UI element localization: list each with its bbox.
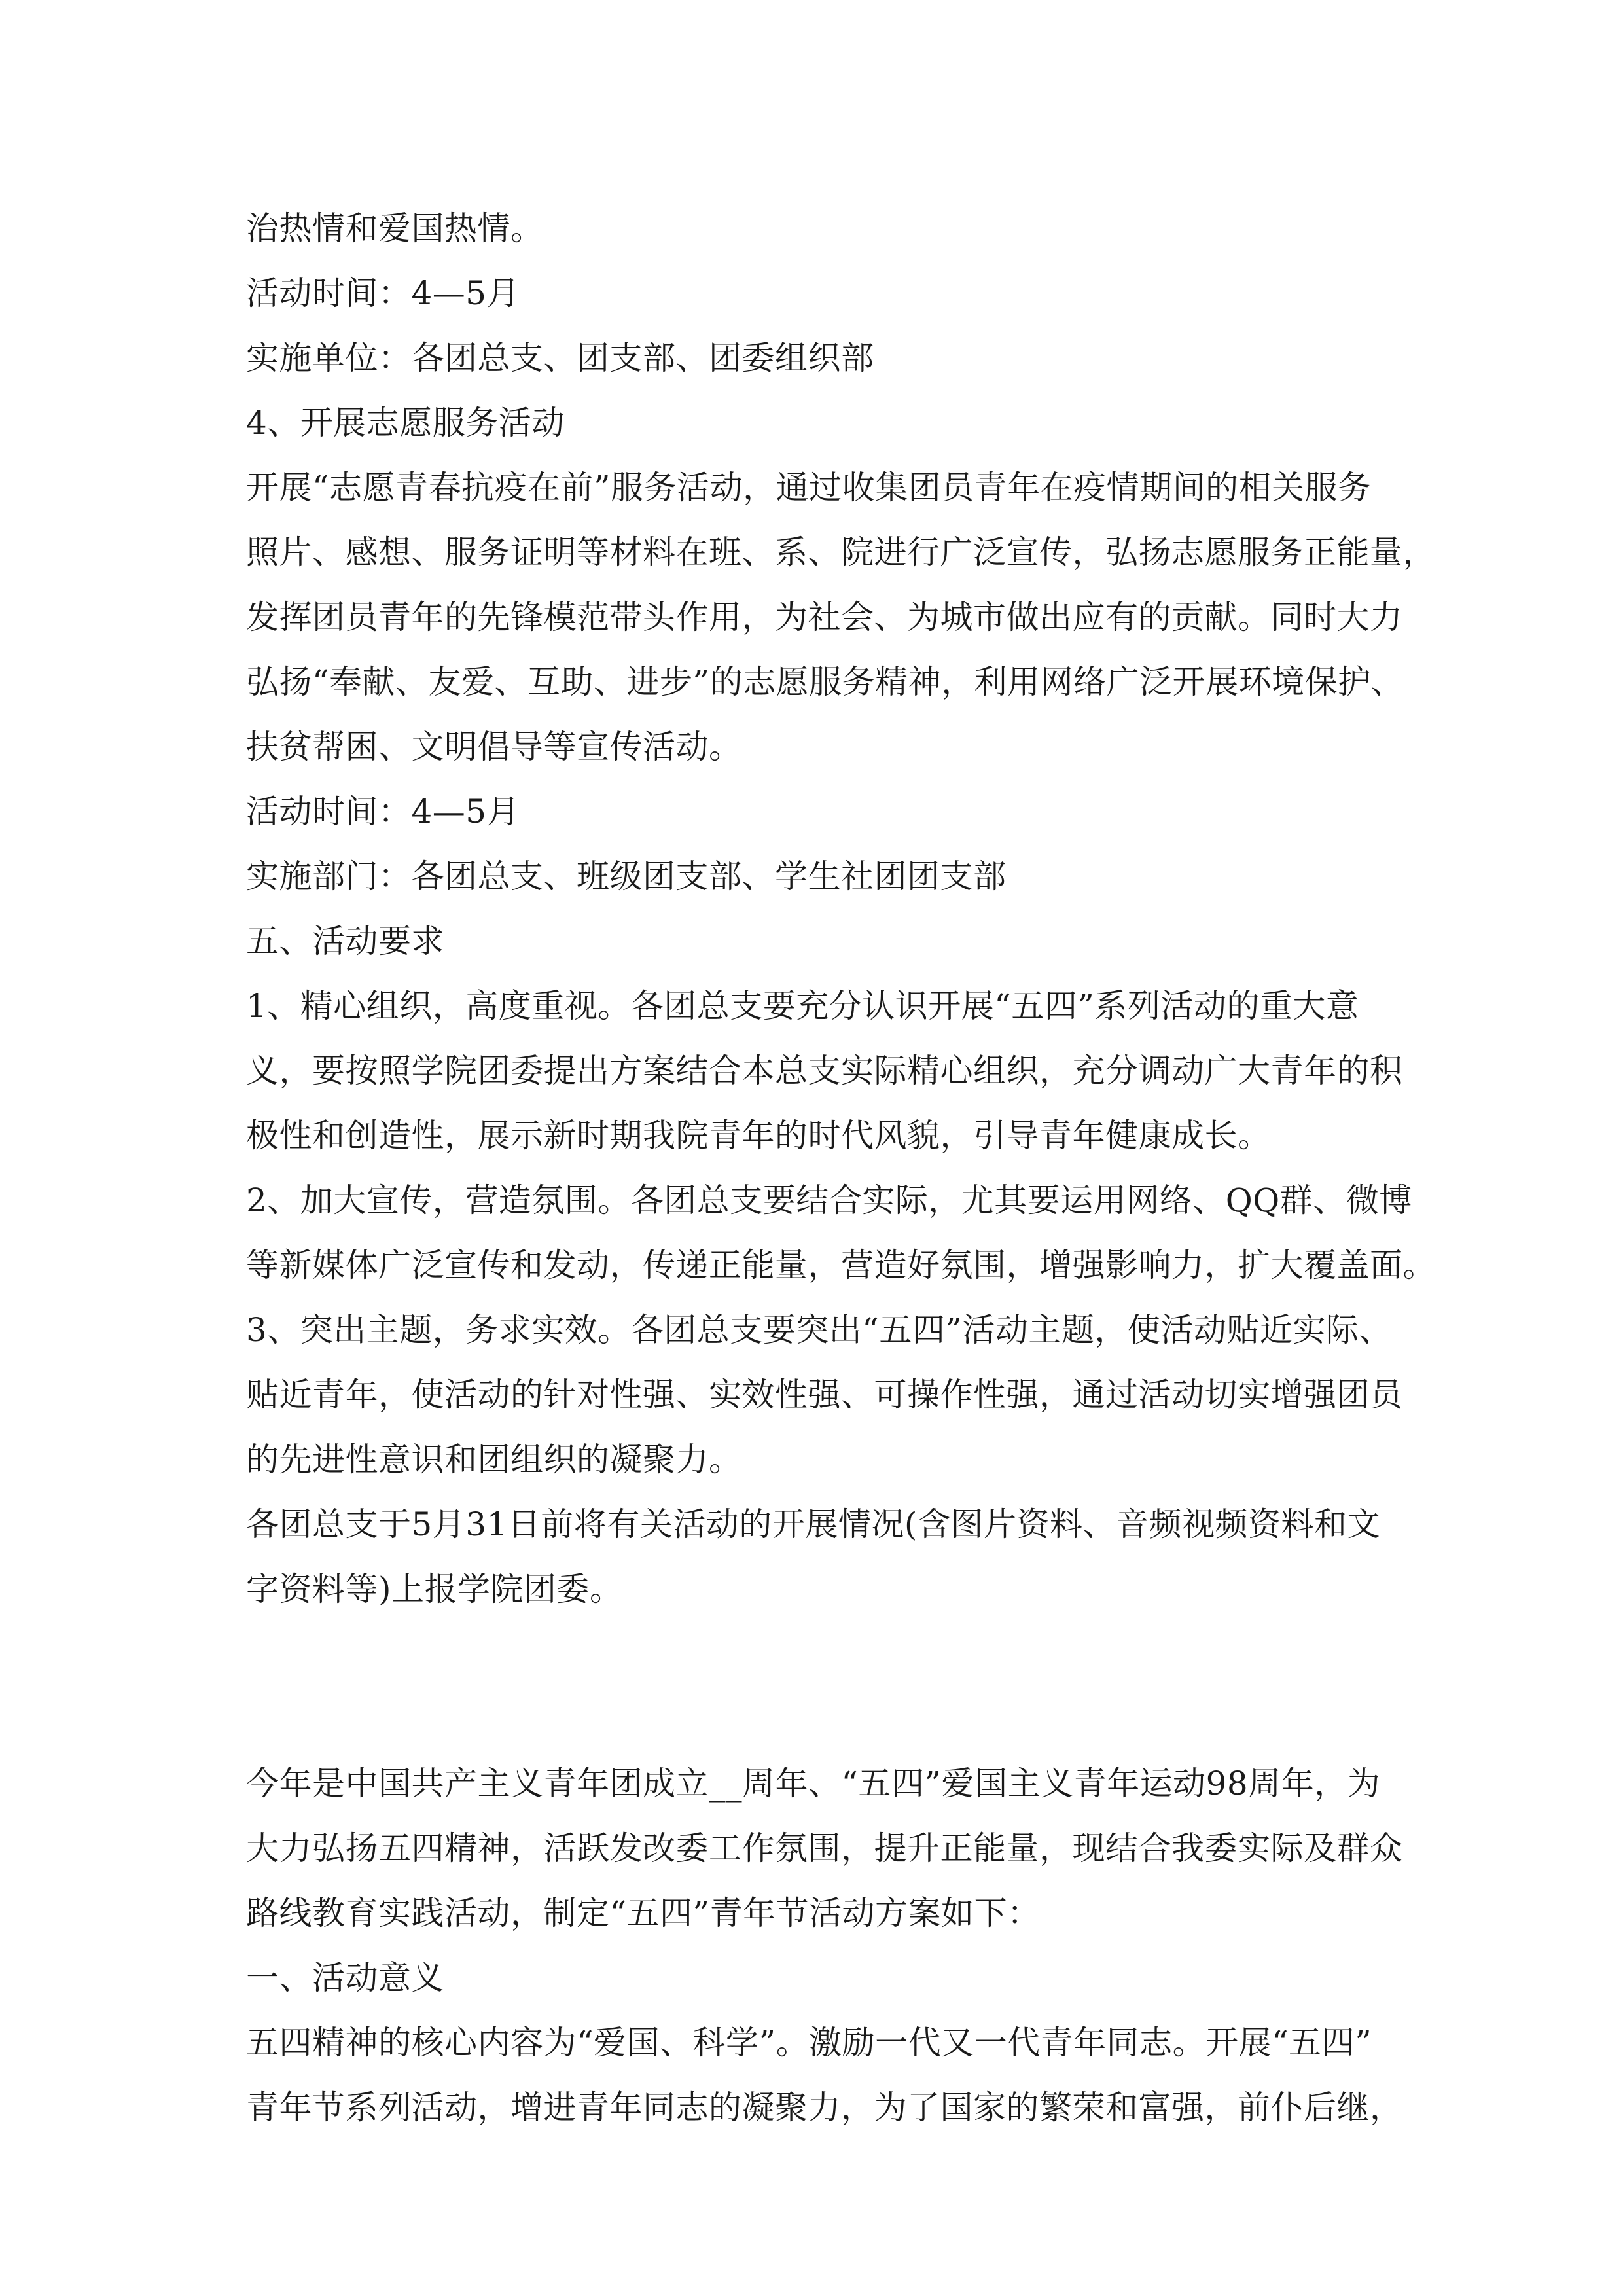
text-line: 字资料等)上报学院团委。: [246, 1570, 623, 1608]
text-line: 大力弘扬五四精神，活跃发改委工作氛围，提升正能量，现结合我委实际及群众: [246, 1829, 1403, 1867]
text-line: 发挥团员青年的先锋模范带头作用，为社会、为城市做出应有的贡献。同时大力: [246, 598, 1403, 636]
text-line: 活动时间：4—5月: [246, 793, 520, 831]
document-page: [246, 196, 1436, 2140]
heading-volunteer-service: 4、开展志愿服务活动: [246, 404, 565, 442]
section-youth-day-plan: [246, 1751, 1403, 2140]
text-line: 极性和创造性，展示新时期我院青年的时代风貌，引导青年健康成长。: [246, 1117, 1271, 1155]
section-gap: [246, 1622, 1398, 1751]
text-line: 义，要按照学院团委提出方案结合本总支实际精心组织，充分调动广大青年的积: [246, 1052, 1403, 1090]
text-line: 开展“志愿青春抗疫在前”服务活动，通过收集团员青年在疫情期间的相关服务: [246, 469, 1371, 507]
text-line: 1、精心组织，高度重视。各团总支要充分认识开展“五四”系列活动的重大意: [246, 987, 1359, 1025]
text-line: 青年节系列活动，增进青年同志的凝聚力，为了国家的繁荣和富强，前仆后继，: [246, 2089, 1403, 2126]
text-line: 活动时间：4—5月: [246, 274, 520, 312]
text-line: 路线教育实践活动，制定“五四”青年节活动方案如下：: [246, 1894, 1041, 1932]
text-line: 等新媒体广泛宣传和发动，传递正能量，营造好氛围，增强影响力，扩大覆盖面。: [246, 1246, 1436, 1284]
text-line: 实施部门：各团总支、班级团支部、学生社团团支部: [246, 857, 1007, 895]
text-line: 治热情和爱国热情。: [246, 209, 544, 247]
text-line: 3、突出主题，务求实效。各团总支要突出“五四”活动主题，使活动贴近实际、: [246, 1311, 1392, 1349]
heading-activity-significance: 一、活动意义: [246, 1959, 444, 1997]
text-line: 扶贫帮困、文明倡导等宣传活动。: [246, 728, 742, 766]
text-line: 实施单位：各团总支、团支部、团委组织部: [246, 339, 874, 377]
heading-activity-requirements: 五、活动要求: [246, 922, 444, 960]
section-volunteer-and-requirements: [246, 196, 1436, 1622]
text-line: 照片、感想、服务证明等材料在班、系、院进行广泛宣传，弘扬志愿服务正能量，: [246, 533, 1436, 571]
text-line: 今年是中国共产主义青年团成立__周年、“五四”爱国主义青年运动98周年，为: [246, 1765, 1381, 1803]
text-line: 2、加大宣传，营造氛围。各团总支要结合实际，尤其要运用网络、QQ群、微博: [246, 1181, 1412, 1219]
text-line: 贴近青年，使活动的针对性强、实效性强、可操作性强，通过活动切实增强团员: [246, 1376, 1403, 1414]
text-line: 弘扬“奉献、友爱、互助、进步”的志愿服务精神，利用网络广泛开展环境保护、: [246, 663, 1404, 701]
text-line: 的先进性意识和团组织的凝聚力。: [246, 1441, 742, 1479]
text-line: 五四精神的核心内容为“爱国、科学”。激励一代又一代青年同志。开展“五四”: [246, 2024, 1372, 2062]
text-line: 各团总支于5月31日前将有关活动的开展情况(含图片资料、音频视频资料和文: [246, 1505, 1380, 1543]
